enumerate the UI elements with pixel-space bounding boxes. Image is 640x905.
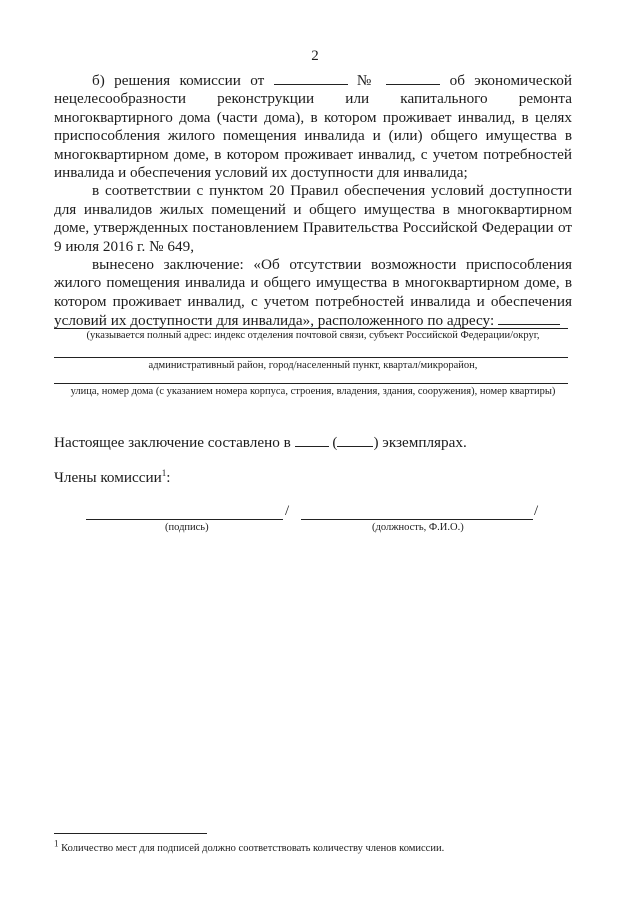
signature-line [86, 519, 283, 520]
number-sign: № [356, 72, 377, 89]
document-body [54, 71, 572, 331]
signature-slash-1: / [285, 503, 290, 519]
members-footnote-mark: 1 [161, 467, 167, 478]
paragraph-commission-decision [54, 71, 572, 182]
signature-caption: (подпись) [165, 522, 209, 533]
paragraph-conclusion [54, 256, 572, 331]
decision-text-rest: об экономической нецелесообразности реконструкции или капитального ремонта многоквартирного дома (части дома), в котором проживает инвалид, в целях приспособления жилого помещения инвалида и (или) общего имущества в многоквартирном доме, в котором проживает инвалид, с учетом потребностей инвалида и обеспечения условий их доступности для инвалида; [54, 72, 573, 182]
copies-count-blank [295, 433, 329, 447]
members-text: Члены комиссии [54, 469, 162, 486]
address-line-2 [54, 357, 568, 358]
members-label [54, 469, 170, 487]
address-line-3 [54, 383, 568, 384]
address-line-1 [54, 328, 568, 329]
page-number: 2 [311, 48, 319, 64]
copies-line [54, 433, 467, 452]
copies-paren-open: ( [332, 434, 338, 451]
address-caption-3: улица, номер дома (с указанием номера корпуса, строения, владения, здания, сооружения), номер квартиры) [70, 386, 556, 397]
paragraph-rules-reference: в соответствии с пунктом 20 Правил обеспечения условий доступности для инвалидов жилых помещений и общего имущества в многоквартирном доме, утвержденных постановлением Правительства Российской Федерации от 9 июля 2016 г. № 649, [54, 182, 572, 255]
footnote [54, 838, 445, 854]
decision-number-blank [386, 71, 440, 85]
position-caption: (должность, Ф.И.О.) [372, 522, 464, 533]
footnote-separator [54, 833, 207, 834]
decision-date-blank [274, 71, 348, 85]
conclusion-text: вынесено заключение: «Об отсутствии возможности приспособления жилого помещения инвалида и общего имущества в многоквартирном доме, в котором проживает инвалид, с учетом потребностей инвалида и обеспечения условий их доступности для инвалида», расположенного по адресу: [54, 256, 572, 330]
position-line [301, 519, 533, 520]
decision-text-start: б) решения комиссии от [92, 72, 265, 89]
copies-text-before: Настоящее заключение составлено в [54, 434, 291, 451]
footnote-text: Количество мест для подписей должно соответствовать количеству членов комиссии. [61, 843, 445, 854]
address-caption-1: (указывается полный адрес: индекс отделения почтовой связи, субъект Российской Федерации/округ, [86, 330, 540, 341]
address-caption-2: административный район, город/населенный пункт, квартал/микрорайон, [148, 360, 478, 371]
footnote-mark: 1 [54, 838, 59, 849]
copies-text-after: ) экземплярах. [373, 434, 467, 451]
members-colon: : [166, 469, 171, 486]
copies-words-blank [337, 433, 373, 447]
address-blank [498, 311, 560, 325]
signature-slash-2: / [534, 503, 539, 519]
